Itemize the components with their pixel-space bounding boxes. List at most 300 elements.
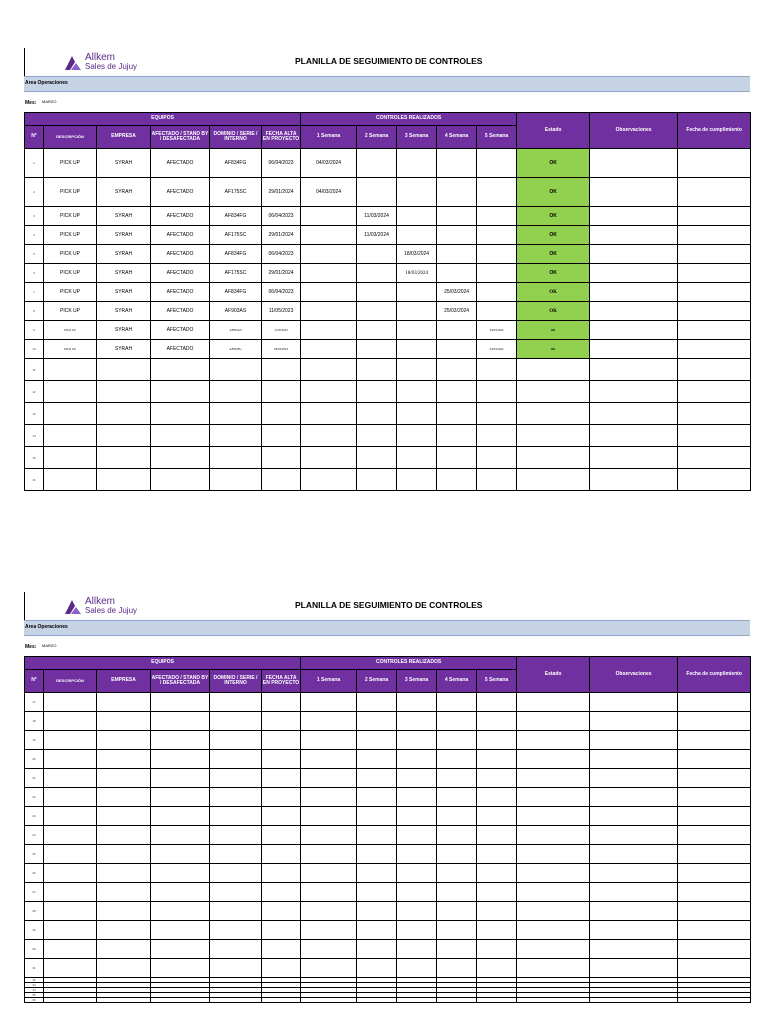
row-dominio[interactable]: [210, 731, 262, 750]
row-semana-1[interactable]: [301, 403, 357, 425]
row-empresa[interactable]: SYRAH: [97, 264, 151, 283]
row-semana-5[interactable]: [477, 712, 517, 731]
row-semana-5[interactable]: [477, 245, 517, 264]
row-number[interactable]: 9: [25, 321, 44, 340]
row-number[interactable]: 18: [25, 712, 44, 731]
row-number[interactable]: 7: [25, 283, 44, 302]
row-empresa[interactable]: [97, 693, 151, 712]
row-fecha-alta[interactable]: 06/04/2023: [262, 340, 301, 359]
row-dominio[interactable]: [210, 921, 262, 940]
row-dominio[interactable]: AF834FG: [210, 283, 262, 302]
row-empresa[interactable]: SYRAH: [97, 226, 151, 245]
row-descripcion[interactable]: PICK UP: [44, 207, 97, 226]
row-fecha-alta[interactable]: [262, 359, 301, 381]
row-empresa[interactable]: [97, 447, 151, 469]
row-afectado[interactable]: [151, 826, 210, 845]
row-estado[interactable]: OK: [517, 226, 590, 245]
row-semana-3[interactable]: [397, 902, 437, 921]
row-dominio[interactable]: [210, 469, 262, 491]
row-semana-3[interactable]: [397, 788, 437, 807]
row-semana-4[interactable]: [437, 469, 477, 491]
row-semana-3[interactable]: [397, 883, 437, 902]
row-semana-1[interactable]: [301, 750, 357, 769]
row-afectado[interactable]: AFECTADO: [151, 149, 210, 178]
row-fecha-alta[interactable]: 06/04/2023: [262, 207, 301, 226]
row-semana-2[interactable]: [357, 302, 397, 321]
row-semana-4[interactable]: [437, 998, 477, 1003]
row-estado[interactable]: [517, 902, 590, 921]
row-descripcion[interactable]: [44, 712, 97, 731]
row-empresa[interactable]: [97, 359, 151, 381]
row-fecha-alta[interactable]: [262, 998, 301, 1003]
row-afectado[interactable]: [151, 447, 210, 469]
row-dominio[interactable]: AF903AS: [210, 302, 262, 321]
row-semana-5[interactable]: [477, 469, 517, 491]
row-semana-1[interactable]: [301, 340, 357, 359]
row-empresa[interactable]: [97, 769, 151, 788]
row-semana-1[interactable]: [301, 959, 357, 978]
row-semana-5[interactable]: [477, 283, 517, 302]
row-semana-4[interactable]: [437, 178, 477, 207]
row-semana-4[interactable]: [437, 425, 477, 447]
row-semana-2[interactable]: [357, 283, 397, 302]
row-descripcion[interactable]: [44, 845, 97, 864]
row-semana-3[interactable]: [397, 226, 437, 245]
row-number[interactable]: 25: [25, 845, 44, 864]
row-observaciones[interactable]: [590, 264, 678, 283]
row-semana-2[interactable]: 11/03/2024: [357, 226, 397, 245]
row-semana-1[interactable]: [301, 788, 357, 807]
row-dominio[interactable]: AF834FG: [210, 149, 262, 178]
row-descripcion[interactable]: PICK UP: [44, 149, 97, 178]
row-observaciones[interactable]: [590, 731, 678, 750]
row-empresa[interactable]: [97, 469, 151, 491]
row-dominio[interactable]: [210, 807, 262, 826]
row-empresa[interactable]: [97, 845, 151, 864]
row-empresa[interactable]: SYRAH: [97, 207, 151, 226]
row-semana-5[interactable]: [477, 731, 517, 750]
row-number[interactable]: 29: [25, 921, 44, 940]
row-number[interactable]: 6: [25, 264, 44, 283]
row-semana-5[interactable]: [477, 807, 517, 826]
row-semana-3[interactable]: 18/03/2024: [397, 245, 437, 264]
row-fecha-alta[interactable]: 29/01/2024: [262, 226, 301, 245]
row-empresa[interactable]: SYRAH: [97, 178, 151, 207]
row-semana-2[interactable]: [357, 447, 397, 469]
row-semana-3[interactable]: [397, 340, 437, 359]
row-fecha-alta[interactable]: [262, 693, 301, 712]
row-semana-3[interactable]: [397, 731, 437, 750]
row-semana-5[interactable]: [477, 940, 517, 959]
row-descripcion[interactable]: [44, 381, 97, 403]
row-empresa[interactable]: [97, 750, 151, 769]
row-fecha-cumplimiento[interactable]: [678, 381, 751, 403]
row-fecha-alta[interactable]: 29/01/2024: [262, 264, 301, 283]
row-dominio[interactable]: [210, 940, 262, 959]
row-estado[interactable]: [517, 788, 590, 807]
row-estado[interactable]: [517, 940, 590, 959]
row-dominio[interactable]: AF175SC: [210, 178, 262, 207]
row-semana-4[interactable]: [437, 359, 477, 381]
row-semana-1[interactable]: [301, 883, 357, 902]
row-semana-1[interactable]: [301, 921, 357, 940]
row-afectado[interactable]: [151, 902, 210, 921]
row-fecha-cumplimiento[interactable]: [678, 731, 751, 750]
row-semana-3[interactable]: [397, 178, 437, 207]
row-estado[interactable]: OK: [517, 207, 590, 226]
row-empresa[interactable]: SYRAH: [97, 149, 151, 178]
row-semana-2[interactable]: [357, 469, 397, 491]
row-number[interactable]: 14: [25, 425, 44, 447]
row-observaciones[interactable]: [590, 469, 678, 491]
row-number[interactable]: 33: [25, 983, 44, 988]
row-fecha-alta[interactable]: [262, 902, 301, 921]
row-semana-5[interactable]: [477, 381, 517, 403]
row-observaciones[interactable]: [590, 207, 678, 226]
row-afectado[interactable]: [151, 959, 210, 978]
row-semana-3[interactable]: [397, 149, 437, 178]
row-fecha-alta[interactable]: [262, 425, 301, 447]
row-semana-3[interactable]: [397, 750, 437, 769]
row-estado[interactable]: OK: [517, 321, 590, 340]
row-semana-5[interactable]: [477, 447, 517, 469]
row-dominio[interactable]: [210, 403, 262, 425]
row-semana-5[interactable]: [477, 403, 517, 425]
row-estado[interactable]: [517, 403, 590, 425]
row-semana-1[interactable]: [301, 712, 357, 731]
row-observaciones[interactable]: [590, 845, 678, 864]
row-semana-4[interactable]: [437, 226, 477, 245]
row-afectado[interactable]: AFECTADO: [151, 178, 210, 207]
row-number[interactable]: 10: [25, 340, 44, 359]
row-semana-5[interactable]: [477, 149, 517, 178]
row-observaciones[interactable]: [590, 921, 678, 940]
row-observaciones[interactable]: [590, 693, 678, 712]
row-fecha-alta[interactable]: [262, 940, 301, 959]
row-number[interactable]: 15: [25, 447, 44, 469]
row-observaciones[interactable]: [590, 178, 678, 207]
row-dominio[interactable]: [210, 712, 262, 731]
row-fecha-cumplimiento[interactable]: [678, 403, 751, 425]
row-afectado[interactable]: [151, 845, 210, 864]
row-semana-5[interactable]: [477, 769, 517, 788]
row-semana-2[interactable]: [357, 902, 397, 921]
row-estado[interactable]: [517, 381, 590, 403]
row-semana-2[interactable]: [357, 693, 397, 712]
row-fecha-alta[interactable]: [262, 750, 301, 769]
row-observaciones[interactable]: [590, 245, 678, 264]
row-semana-1[interactable]: 04/03/2024: [301, 149, 357, 178]
row-semana-2[interactable]: [357, 998, 397, 1003]
row-number[interactable]: 1: [25, 149, 44, 178]
row-observaciones[interactable]: [590, 403, 678, 425]
row-semana-3[interactable]: [397, 845, 437, 864]
row-semana-1[interactable]: [301, 807, 357, 826]
row-dominio[interactable]: [210, 902, 262, 921]
row-semana-3[interactable]: [397, 381, 437, 403]
row-fecha-cumplimiento[interactable]: [678, 940, 751, 959]
row-fecha-cumplimiento[interactable]: [678, 883, 751, 902]
row-observaciones[interactable]: [590, 826, 678, 845]
row-fecha-alta[interactable]: [262, 883, 301, 902]
row-empresa[interactable]: [97, 788, 151, 807]
row-observaciones[interactable]: [590, 283, 678, 302]
row-empresa[interactable]: [97, 712, 151, 731]
row-afectado[interactable]: [151, 883, 210, 902]
row-semana-5[interactable]: [477, 921, 517, 940]
row-number[interactable]: 34: [25, 988, 44, 993]
row-semana-1[interactable]: [301, 940, 357, 959]
row-descripcion[interactable]: [44, 788, 97, 807]
row-number[interactable]: 28: [25, 902, 44, 921]
row-semana-1[interactable]: [301, 245, 357, 264]
row-observaciones[interactable]: [590, 769, 678, 788]
row-descripcion[interactable]: PICK UP: [44, 283, 97, 302]
row-number[interactable]: 30: [25, 940, 44, 959]
row-semana-5[interactable]: [477, 207, 517, 226]
row-observaciones[interactable]: [590, 359, 678, 381]
row-dominio[interactable]: [210, 826, 262, 845]
row-semana-4[interactable]: [437, 149, 477, 178]
row-number[interactable]: 23: [25, 807, 44, 826]
row-observaciones[interactable]: [590, 149, 678, 178]
row-number[interactable]: 2: [25, 178, 44, 207]
row-observaciones[interactable]: [590, 425, 678, 447]
row-afectado[interactable]: [151, 807, 210, 826]
row-descripcion[interactable]: [44, 447, 97, 469]
row-semana-1[interactable]: [301, 425, 357, 447]
row-dominio[interactable]: [210, 693, 262, 712]
row-semana-2[interactable]: [357, 731, 397, 750]
row-semana-5[interactable]: [477, 302, 517, 321]
row-fecha-alta[interactable]: 06/04/2023: [262, 149, 301, 178]
row-estado[interactable]: OK: [517, 178, 590, 207]
row-semana-4[interactable]: [437, 264, 477, 283]
row-afectado[interactable]: [151, 921, 210, 940]
row-fecha-alta[interactable]: [262, 845, 301, 864]
row-fecha-alta[interactable]: [262, 381, 301, 403]
row-semana-4[interactable]: [437, 807, 477, 826]
row-semana-5[interactable]: [477, 788, 517, 807]
row-descripcion[interactable]: [44, 425, 97, 447]
row-estado[interactable]: [517, 864, 590, 883]
row-fecha-cumplimiento[interactable]: [678, 902, 751, 921]
row-observaciones[interactable]: [590, 998, 678, 1003]
row-number[interactable]: 19: [25, 731, 44, 750]
row-empresa[interactable]: [97, 403, 151, 425]
row-fecha-cumplimiento[interactable]: [678, 264, 751, 283]
row-semana-5[interactable]: [477, 998, 517, 1003]
row-semana-4[interactable]: [437, 321, 477, 340]
row-number[interactable]: 35: [25, 993, 44, 998]
row-afectado[interactable]: AFECTADO: [151, 340, 210, 359]
row-observaciones[interactable]: [590, 226, 678, 245]
row-semana-5[interactable]: [477, 845, 517, 864]
row-fecha-alta[interactable]: [262, 469, 301, 491]
row-semana-1[interactable]: [301, 207, 357, 226]
row-afectado[interactable]: [151, 731, 210, 750]
row-fecha-cumplimiento[interactable]: [678, 769, 751, 788]
row-observaciones[interactable]: [590, 321, 678, 340]
row-fecha-cumplimiento[interactable]: [678, 921, 751, 940]
row-semana-4[interactable]: 25/03/2024: [437, 283, 477, 302]
row-semana-5[interactable]: 04/03/2024: [477, 321, 517, 340]
row-semana-3[interactable]: 18/03/2024: [397, 264, 437, 283]
row-estado[interactable]: [517, 359, 590, 381]
row-semana-4[interactable]: [437, 959, 477, 978]
row-dominio[interactable]: AF834FG: [210, 207, 262, 226]
row-number[interactable]: 5: [25, 245, 44, 264]
row-descripcion[interactable]: PICK UP: [44, 245, 97, 264]
row-fecha-alta[interactable]: [262, 959, 301, 978]
row-semana-4[interactable]: [437, 712, 477, 731]
row-semana-2[interactable]: [357, 769, 397, 788]
row-afectado[interactable]: [151, 381, 210, 403]
row-semana-2[interactable]: [357, 381, 397, 403]
row-dominio[interactable]: [210, 788, 262, 807]
row-fecha-cumplimiento[interactable]: [678, 826, 751, 845]
row-semana-2[interactable]: [357, 403, 397, 425]
row-fecha-alta[interactable]: 11/05/2023: [262, 321, 301, 340]
row-estado[interactable]: [517, 883, 590, 902]
row-semana-3[interactable]: [397, 807, 437, 826]
row-empresa[interactable]: [97, 883, 151, 902]
row-afectado[interactable]: [151, 712, 210, 731]
row-observaciones[interactable]: [590, 302, 678, 321]
row-afectado[interactable]: [151, 425, 210, 447]
row-dominio[interactable]: [210, 769, 262, 788]
row-afectado[interactable]: AFECTADO: [151, 207, 210, 226]
row-fecha-alta[interactable]: [262, 921, 301, 940]
row-fecha-cumplimiento[interactable]: [678, 283, 751, 302]
row-number[interactable]: 17: [25, 693, 44, 712]
row-semana-2[interactable]: [357, 864, 397, 883]
row-number[interactable]: 24: [25, 826, 44, 845]
row-descripcion[interactable]: [44, 807, 97, 826]
row-observaciones[interactable]: [590, 902, 678, 921]
row-observaciones[interactable]: [590, 940, 678, 959]
row-observaciones[interactable]: [590, 883, 678, 902]
row-fecha-cumplimiento[interactable]: [678, 226, 751, 245]
row-number[interactable]: 32: [25, 978, 44, 983]
row-estado[interactable]: [517, 959, 590, 978]
row-dominio[interactable]: AF834FG: [210, 245, 262, 264]
row-semana-1[interactable]: [301, 321, 357, 340]
row-semana-3[interactable]: [397, 712, 437, 731]
row-semana-4[interactable]: [437, 769, 477, 788]
row-observaciones[interactable]: [590, 447, 678, 469]
row-semana-2[interactable]: [357, 921, 397, 940]
row-observaciones[interactable]: [590, 381, 678, 403]
row-dominio[interactable]: [210, 750, 262, 769]
row-dominio[interactable]: AF903AS: [210, 321, 262, 340]
row-fecha-alta[interactable]: [262, 447, 301, 469]
row-semana-1[interactable]: [301, 302, 357, 321]
row-estado[interactable]: OK: [517, 340, 590, 359]
row-semana-4[interactable]: 25/03/2024: [437, 302, 477, 321]
row-semana-5[interactable]: [477, 693, 517, 712]
row-afectado[interactable]: [151, 864, 210, 883]
row-empresa[interactable]: [97, 807, 151, 826]
row-semana-3[interactable]: [397, 425, 437, 447]
row-semana-3[interactable]: [397, 469, 437, 491]
row-semana-1[interactable]: 04/03/2024: [301, 178, 357, 207]
row-descripcion[interactable]: PICK UP: [44, 264, 97, 283]
row-semana-3[interactable]: [397, 359, 437, 381]
row-semana-3[interactable]: [397, 693, 437, 712]
row-semana-1[interactable]: [301, 864, 357, 883]
row-estado[interactable]: [517, 469, 590, 491]
row-semana-2[interactable]: [357, 264, 397, 283]
row-estado[interactable]: [517, 845, 590, 864]
row-afectado[interactable]: AFECTADO: [151, 245, 210, 264]
row-estado[interactable]: OK: [517, 264, 590, 283]
row-observaciones[interactable]: [590, 864, 678, 883]
row-descripcion[interactable]: [44, 693, 97, 712]
row-semana-5[interactable]: [477, 750, 517, 769]
row-fecha-cumplimiento[interactable]: [678, 340, 751, 359]
row-afectado[interactable]: AFECTADO: [151, 283, 210, 302]
row-descripcion[interactable]: PICK UP: [44, 178, 97, 207]
row-empresa[interactable]: [97, 921, 151, 940]
row-fecha-cumplimiento[interactable]: [678, 447, 751, 469]
row-semana-4[interactable]: [437, 447, 477, 469]
row-number[interactable]: 26: [25, 864, 44, 883]
row-observaciones[interactable]: [590, 750, 678, 769]
row-semana-4[interactable]: [437, 381, 477, 403]
row-semana-2[interactable]: [357, 826, 397, 845]
row-semana-4[interactable]: [437, 940, 477, 959]
row-empresa[interactable]: [97, 731, 151, 750]
row-empresa[interactable]: SYRAH: [97, 321, 151, 340]
row-semana-4[interactable]: [437, 921, 477, 940]
row-semana-3[interactable]: [397, 207, 437, 226]
row-descripcion[interactable]: [44, 940, 97, 959]
row-afectado[interactable]: [151, 940, 210, 959]
row-fecha-alta[interactable]: 11/05/2023: [262, 302, 301, 321]
row-number[interactable]: 4: [25, 226, 44, 245]
row-semana-4[interactable]: [437, 731, 477, 750]
row-semana-2[interactable]: [357, 425, 397, 447]
row-semana-2[interactable]: [357, 340, 397, 359]
row-estado[interactable]: OK: [517, 283, 590, 302]
row-semana-3[interactable]: [397, 302, 437, 321]
row-empresa[interactable]: [97, 902, 151, 921]
row-afectado[interactable]: [151, 403, 210, 425]
row-semana-5[interactable]: [477, 883, 517, 902]
row-semana-5[interactable]: [477, 264, 517, 283]
row-fecha-alta[interactable]: [262, 807, 301, 826]
row-estado[interactable]: OK: [517, 149, 590, 178]
row-semana-1[interactable]: [301, 998, 357, 1003]
row-fecha-cumplimiento[interactable]: [678, 693, 751, 712]
row-semana-4[interactable]: [437, 207, 477, 226]
row-number[interactable]: 12: [25, 381, 44, 403]
row-dominio[interactable]: AF175SC: [210, 264, 262, 283]
row-semana-2[interactable]: [357, 321, 397, 340]
row-semana-4[interactable]: [437, 883, 477, 902]
row-estado[interactable]: [517, 826, 590, 845]
row-observaciones[interactable]: [590, 807, 678, 826]
row-descripcion[interactable]: [44, 403, 97, 425]
row-semana-1[interactable]: [301, 769, 357, 788]
row-fecha-alta[interactable]: 06/04/2023: [262, 283, 301, 302]
row-semana-5[interactable]: [477, 826, 517, 845]
row-descripcion[interactable]: [44, 769, 97, 788]
row-semana-4[interactable]: [437, 826, 477, 845]
row-semana-1[interactable]: [301, 845, 357, 864]
row-semana-2[interactable]: [357, 883, 397, 902]
